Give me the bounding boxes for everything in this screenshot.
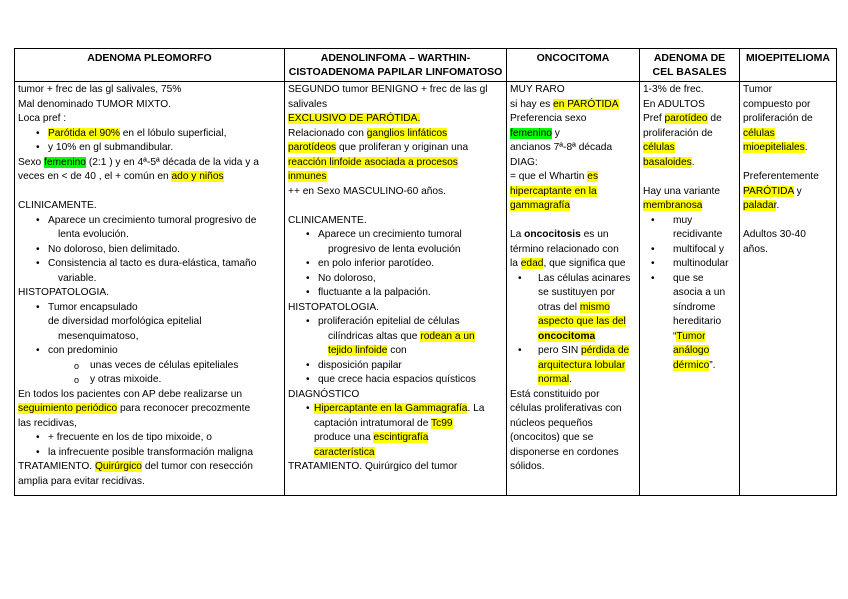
- highlight: normal: [538, 374, 570, 385]
- section-heading: HISTOPATOLOGIA.: [288, 301, 379, 313]
- highlight: seguimiento periódico: [18, 403, 118, 414]
- list-item-cont: captación intratumoral de Tc99: [314, 417, 453, 429]
- list-item: • fluctuante a la palpación.: [288, 286, 503, 301]
- text-line: DIAG:: [510, 156, 538, 168]
- list-item-cont: síndrome: [673, 301, 716, 313]
- text-line: células proliferativas con: [510, 403, 622, 414]
- text-line: salivales: [288, 98, 328, 110]
- highlight: ganglios linfáticos: [366, 127, 448, 139]
- text-line: = que el Whartin es: [510, 171, 599, 182]
- text-line: las recidivas,: [18, 417, 77, 429]
- text-line: ++ en Sexo MASCULINO-60 años.: [288, 185, 446, 197]
- list-item: • multinodular: [643, 257, 736, 272]
- highlight-green: femenino: [44, 156, 86, 168]
- sub-list-item: o unas veces de células epiteliales: [18, 359, 281, 374]
- text-line: Preferencia sexo: [510, 113, 587, 124]
- text-line: sólidos.: [510, 461, 545, 472]
- highlight: hipercaptante en la: [510, 185, 597, 197]
- text-line: Hay una variante: [643, 185, 721, 197]
- text-line: término relacionado con: [510, 243, 619, 255]
- header-adenoma-basales: ADENOMA DE CEL BASALES: [640, 49, 740, 82]
- text-line: compuesto por: [743, 98, 811, 110]
- text-line: parotídeos que proliferan y originan una: [288, 142, 469, 153]
- text-line: En ADULTOS: [643, 98, 705, 110]
- list-item-cont: se sustituyen por: [538, 287, 616, 298]
- text-line: [643, 199, 736, 214]
- list-item-cont: de diversidad morfológica epitelial: [48, 316, 202, 327]
- text-line: [288, 156, 503, 171]
- list-item: • Aparece un crecimiento tumoral progresivo de: [18, 214, 281, 229]
- highlight: Hipercaptante en la Gammagrafía: [314, 403, 468, 414]
- list-item: • Las células acinares: [510, 272, 636, 287]
- text-line: Tumor: [743, 84, 773, 95]
- text-line: proliferación de: [643, 127, 713, 139]
- section-heading: CLINICAMENTE.: [288, 214, 367, 226]
- list-item-cont: lenta evolución.: [58, 229, 129, 240]
- list-item-cont: normal.: [538, 374, 572, 385]
- sub-list-item: o y otras mixoide.: [18, 373, 281, 388]
- text-line: Preferentemente: [743, 171, 819, 182]
- list-item-cont: variable.: [58, 272, 97, 284]
- list-item-cont: produce una escintigrafía: [314, 432, 429, 443]
- highlight: arquitectura lobular: [538, 359, 626, 371]
- highlight: inmunes: [288, 171, 327, 182]
- list-item-cont: progresivo de lenta evolución: [328, 243, 461, 255]
- text-line: seguimiento periódico para reconocer precozmente: [18, 403, 251, 414]
- list-item-cont: tejido linfoide con: [328, 345, 407, 356]
- cell-adenolinfoma: [285, 82, 507, 496]
- highlight: parotídeo: [664, 113, 708, 124]
- list-item: • que crece hacia espacios quísticos: [288, 373, 503, 388]
- text-line: femenino y: [510, 127, 560, 139]
- list-item: • No doloroso,: [288, 272, 503, 287]
- list-item-cont: [510, 315, 636, 330]
- highlight: membranosa: [643, 200, 703, 211]
- list-item: • proliferación epitelial de células: [288, 315, 503, 330]
- list-item: • muy: [643, 214, 736, 229]
- text-line: Sexo femenino (2:1 ) y en 4ª-5ª década de la vida y a: [18, 156, 259, 168]
- cell-oncocitoma: [507, 82, 640, 496]
- list-item-cont: [288, 446, 503, 461]
- list-item-cont: [510, 330, 636, 345]
- list-item: • multifocal y: [643, 243, 736, 258]
- cell-adenoma-pleomorfo: [15, 82, 285, 496]
- highlight: tejido linfoide: [328, 345, 388, 356]
- highlight: reacción linfoide asociada a procesos: [288, 156, 458, 168]
- highlight: basaloides: [643, 156, 692, 168]
- text-line: La oncocitosis es un: [510, 229, 609, 240]
- list-item: • Aparece un crecimiento tumoral: [288, 228, 503, 243]
- highlight: dérmico: [673, 359, 710, 371]
- highlight: oncocitoma: [538, 330, 596, 342]
- text-line: ancianos 7ª-8ª década: [510, 142, 613, 153]
- text-line: [643, 141, 736, 156]
- highlight: Parótida el 90%: [48, 127, 120, 139]
- text-line: MUY RARO: [510, 84, 565, 95]
- highlight: aspecto que las del: [538, 316, 626, 327]
- highlight: ado y niños: [171, 171, 224, 182]
- text-line: proliferación de: [743, 113, 813, 124]
- list-item: • disposición papilar: [288, 359, 503, 374]
- text-line: la edad, que significa que: [510, 258, 626, 269]
- section-heading: CLINICAMENTE.: [18, 200, 97, 211]
- text-line: basaloides.: [643, 156, 695, 168]
- text-line: [288, 112, 503, 127]
- highlight: mismo: [579, 301, 610, 313]
- list-item: • en polo inferior parotídeo.: [288, 257, 503, 272]
- text-line: 1-3% de frec.: [643, 84, 704, 95]
- header-row: [15, 49, 837, 82]
- text-line: [510, 185, 636, 200]
- list-item: • No doloroso, bien delimitado.: [18, 243, 281, 258]
- text-line: [510, 199, 636, 214]
- highlight: pérdida de: [581, 345, 630, 356]
- highlight: Quirúrgico: [94, 461, 142, 472]
- text-line: núcleos pequeños: [510, 417, 593, 429]
- highlight-green: femenino: [510, 127, 552, 139]
- highlight: escintigrafía: [373, 432, 429, 443]
- highlight: Tc99: [431, 417, 453, 429]
- list-item: • la infrecuente posible transformación maligna: [18, 446, 281, 461]
- text-line: Está constituido por: [510, 388, 600, 400]
- highlight: característica: [314, 446, 375, 458]
- content-row: [15, 82, 837, 496]
- tumor-comparison-table: [14, 48, 837, 496]
- highlight: células: [743, 127, 775, 139]
- section-heading: HISTOPATOLOGIA.: [18, 287, 109, 298]
- highlight: en PARÓTIDA: [553, 98, 619, 110]
- text-line: Adultos 30-40: [743, 229, 806, 240]
- list-item-cont: recidivante: [673, 229, 723, 240]
- text-line: Pref parotídeo de: [643, 113, 722, 124]
- header-adenoma-pleomorfo: ADENOMA PLEOMORFO: [15, 49, 285, 82]
- highlight: es: [587, 171, 599, 182]
- text-line: Relacionado con ganglios linfáticos: [288, 127, 448, 139]
- list-item: • + frecuente en los de tipo mixoide, o: [18, 431, 281, 446]
- list-item-cont: cilíndricas altas que rodean a un: [328, 330, 475, 342]
- highlight: parotídeos: [288, 142, 337, 153]
- text-line: [743, 127, 833, 142]
- list-item: • pero SIN pérdida de: [510, 344, 636, 359]
- text-line: veces en < de 40 , el + común en ado y niños: [18, 171, 224, 182]
- text-line: En todos los pacientes con AP debe realizarse un: [18, 388, 243, 400]
- list-item-cont: asocia a un: [673, 287, 726, 298]
- header-adenolinfoma: ADENOLINFOMA – WARTHIN- CISTOADENOMA PAPILAR LINFOMATOSO: [285, 49, 507, 82]
- list-item-cont: [643, 344, 736, 359]
- text-line: paladar.: [743, 200, 780, 211]
- list-item-cont: [510, 359, 636, 374]
- text-line: PARÓTIDA y: [743, 185, 802, 197]
- header-mioepitelioma: MIOEPITELIOMA: [740, 49, 837, 82]
- highlight: PARÓTIDA: [743, 185, 794, 197]
- text-line: SEGUNDO tumor BENIGNO + frec de las gl: [288, 84, 488, 95]
- list-item-cont: hereditario: [673, 316, 722, 327]
- list-item: • Tumor encapsulado: [18, 301, 281, 316]
- highlight: paladar: [743, 200, 777, 211]
- list-item: • con predominio: [18, 344, 281, 359]
- text-line: Mal denominado TUMOR MIXTO.: [18, 98, 172, 110]
- text-line: (oncocitos) que se: [510, 432, 594, 443]
- text-line: TRATAMIENTO. Quirúrgico del tumor con resección: [18, 461, 253, 472]
- highlight: rodean a un: [420, 330, 475, 342]
- list-item: • y 10% en gl submandibular.: [18, 141, 281, 156]
- text-line: TRATAMIENTO. Quirúrgico del tumor: [288, 461, 458, 472]
- highlight: gammagrafía: [510, 200, 571, 211]
- text-line: si hay es en PARÓTIDA: [510, 98, 619, 110]
- list-item: • Parótida el 90% en el lóbulo superficial,: [18, 127, 281, 142]
- highlight: células: [643, 142, 675, 153]
- list-item-cont: otras del mismo: [538, 301, 610, 313]
- text-line: mioepiteliales.: [743, 142, 808, 153]
- section-heading: DIAGNÓSTICO: [288, 388, 360, 400]
- text-line: amplia para evitar recidivas.: [18, 475, 145, 487]
- list-item-cont: “Tumor: [673, 330, 706, 342]
- list-item-cont: mesenquimatoso,: [58, 330, 139, 342]
- header-oncocitoma: ONCOCITOMA: [507, 49, 640, 82]
- list-item: • Hipercaptante en la Gammagrafía. La: [288, 402, 503, 417]
- text-line: [288, 170, 503, 185]
- text-line: disponerse en cordones: [510, 446, 619, 458]
- cell-mioepitelioma: [740, 82, 837, 496]
- highlight: Tumor: [676, 330, 706, 342]
- highlight: edad: [520, 258, 544, 269]
- cell-adenoma-basales: [640, 82, 740, 496]
- text-line: tumor + frec de las gl salivales, 75%: [18, 84, 182, 95]
- highlight: análogo: [673, 345, 710, 356]
- list-item: • Consistencia al tacto es dura-elástica, tamaño: [18, 257, 281, 272]
- highlight: mioepiteliales: [743, 142, 805, 153]
- text-line: años.: [743, 243, 768, 255]
- highlight: EXCLUSIVO DE PARÓTIDA.: [288, 113, 421, 124]
- list-item-cont: dérmico”.: [673, 359, 716, 371]
- text-line: Loca pref :: [18, 113, 67, 124]
- list-item: • que se: [643, 272, 736, 287]
